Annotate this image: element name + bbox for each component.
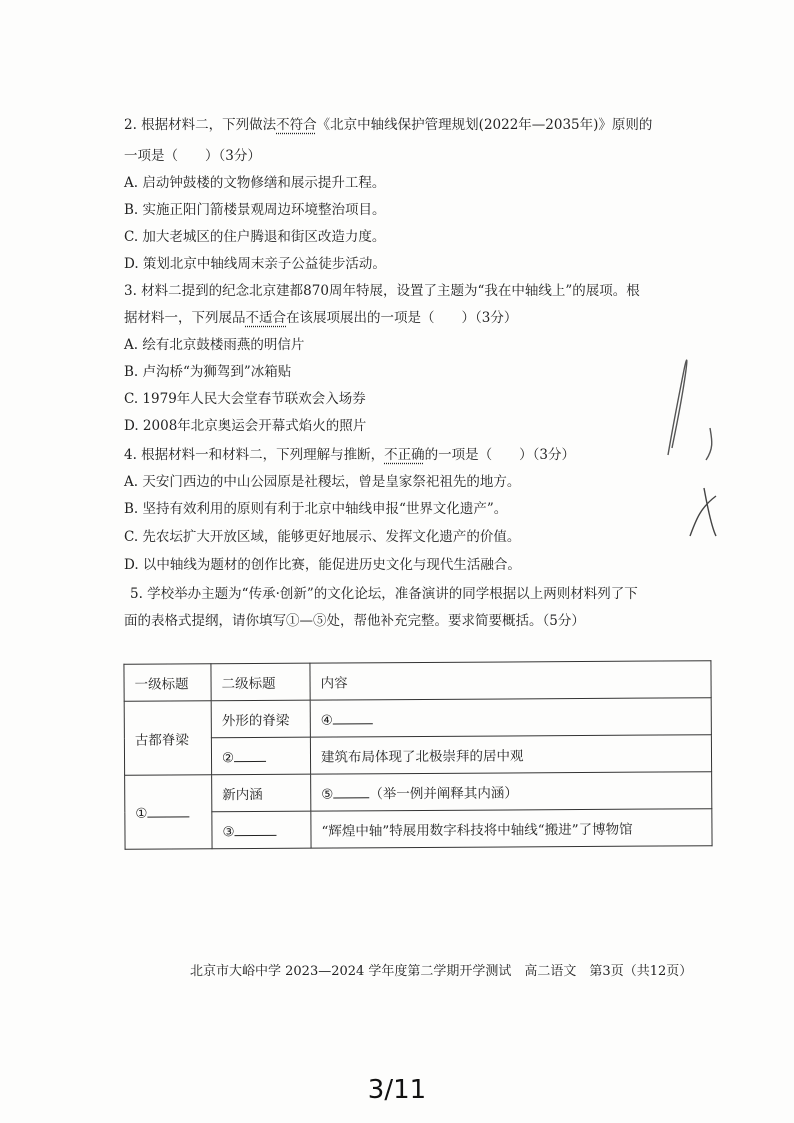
q3-option-d: D. 2008年北京奥运会开幕式焰火的照片 bbox=[124, 418, 367, 434]
q4-emphasis: 不正确 bbox=[384, 447, 425, 463]
q2-option-d: D. 策划北京中轴线周末亲子公益徒步活动。 bbox=[124, 256, 386, 272]
q3-option-a: A. 绘有北京鼓楼雨燕的明信片 bbox=[124, 337, 305, 353]
outline-table bbox=[123, 660, 712, 850]
header-level2: 二级标题 bbox=[211, 663, 310, 701]
q2-option-c: C. 加大老城区的住户腾退和街区改造力度。 bbox=[124, 229, 386, 245]
q5-stem-line1: 5. 学校举办主题为“传承·创新”的文化论坛，准备演讲的同学根据以上两则材料列了下 bbox=[130, 586, 638, 602]
blank-marker-4: ④ bbox=[320, 712, 333, 729]
q3-stem-line1: 3. 材料二提到的纪念北京建都870周年特展，设置了主题为“我在中轴线上”的展项。根 bbox=[124, 283, 640, 299]
table-row bbox=[125, 809, 712, 850]
table-row bbox=[124, 735, 711, 776]
header-level1: 一级标题 bbox=[124, 664, 211, 702]
q5-stem-line2: 面的表格式提纲，请你填写①—⑤处，帮他补充完整。要求简要概括。（5分） bbox=[124, 613, 585, 629]
q2-stem-part: 《北京中轴线保护管理规划(2022年—2035年)》原则的 bbox=[316, 117, 653, 133]
blank-marker-1: ① bbox=[135, 805, 148, 822]
q4-stem-part: 的一项是（ ）（3分） bbox=[424, 447, 576, 463]
blank-5-note: （举一例并阐释其内涵） bbox=[369, 785, 518, 803]
page-footer: 北京市大峪中学 2023—2024 学年度第二学期开学测试 高二语文 第3页（共12页） bbox=[190, 964, 693, 979]
level2-new-meaning: 新内涵 bbox=[212, 774, 311, 812]
q3-stem-part: 据材料一，下列展品 bbox=[124, 310, 246, 326]
q4-option-c: C. 先农坛扩大开放区域，能够更好地展示、发挥文化遗产的价值。 bbox=[124, 529, 521, 545]
answer-line bbox=[333, 709, 373, 724]
level1-ancient-capital: 古都脊梁 bbox=[124, 701, 211, 776]
q2-stem-line2: 一项是（ ）（3分） bbox=[124, 148, 261, 164]
q4-stem bbox=[124, 446, 575, 464]
content-blank-4[interactable] bbox=[310, 698, 711, 737]
table-header-row bbox=[124, 661, 711, 702]
page-indicator: 3/11 bbox=[367, 1075, 427, 1105]
q2-option-b: B. 实施正阳门箭楼景观周边环境整治项目。 bbox=[124, 202, 386, 218]
q2-emphasis: 不符合 bbox=[276, 117, 317, 133]
q2-option-a: A. 启动钟鼓楼的文物修缮和展示提升工程。 bbox=[124, 175, 386, 191]
blank-marker-2: ② bbox=[221, 749, 235, 766]
answer-line bbox=[147, 802, 189, 817]
q3-emphasis: 不适合 bbox=[245, 310, 286, 326]
pen-mark-scribble bbox=[640, 340, 730, 550]
q2-stem-part: 2. 根据材料二，下列做法 bbox=[124, 117, 277, 133]
header-content: 内容 bbox=[310, 661, 711, 700]
content-digital-exhibit: “辉煌中轴”特展用数字科技将中轴线“搬进”了博物馆 bbox=[311, 809, 712, 848]
q4-stem-part: 4. 根据材料一和材料二，下列理解与推断， bbox=[124, 447, 385, 463]
answer-line bbox=[235, 820, 277, 835]
table-row bbox=[124, 698, 711, 739]
answer-line bbox=[234, 746, 266, 761]
q4-option-a: A. 天安门西边的中山公园原是社稷坛，曾是皇家祭祀祖先的地方。 bbox=[124, 474, 521, 490]
q4-option-d: D. 以中轴线为题材的创作比赛，能促进历史文化与现代生活融合。 bbox=[124, 557, 521, 573]
blank-marker-5: ⑤ bbox=[321, 786, 334, 803]
answer-line bbox=[333, 783, 369, 798]
level1-blank-1[interactable] bbox=[125, 775, 212, 850]
content-layout: 建筑布局体现了北极崇拜的居中观 bbox=[310, 735, 711, 774]
q2-stem-line1 bbox=[124, 116, 652, 134]
q3-stem-line2 bbox=[124, 309, 517, 327]
table-row bbox=[125, 772, 712, 813]
level2-outer-spine: 外形的脊梁 bbox=[211, 700, 310, 738]
level2-blank-3[interactable] bbox=[212, 811, 311, 849]
q3-stem-part: 在该展项展出的一项是（ ）（3分） bbox=[286, 310, 518, 326]
level2-blank-2[interactable] bbox=[211, 737, 310, 775]
q3-option-c: C. 1979年人民大会堂春节联欢会入场券 bbox=[124, 391, 366, 407]
q3-option-b: B. 卢沟桥“为狮驾到”冰箱贴 bbox=[124, 364, 292, 380]
content-blank-5[interactable] bbox=[311, 772, 712, 811]
q4-option-b: B. 坚持有效利用的原则有利于北京中轴线申报“世界文化遗产”。 bbox=[124, 501, 508, 517]
blank-marker-3: ③ bbox=[222, 823, 235, 840]
